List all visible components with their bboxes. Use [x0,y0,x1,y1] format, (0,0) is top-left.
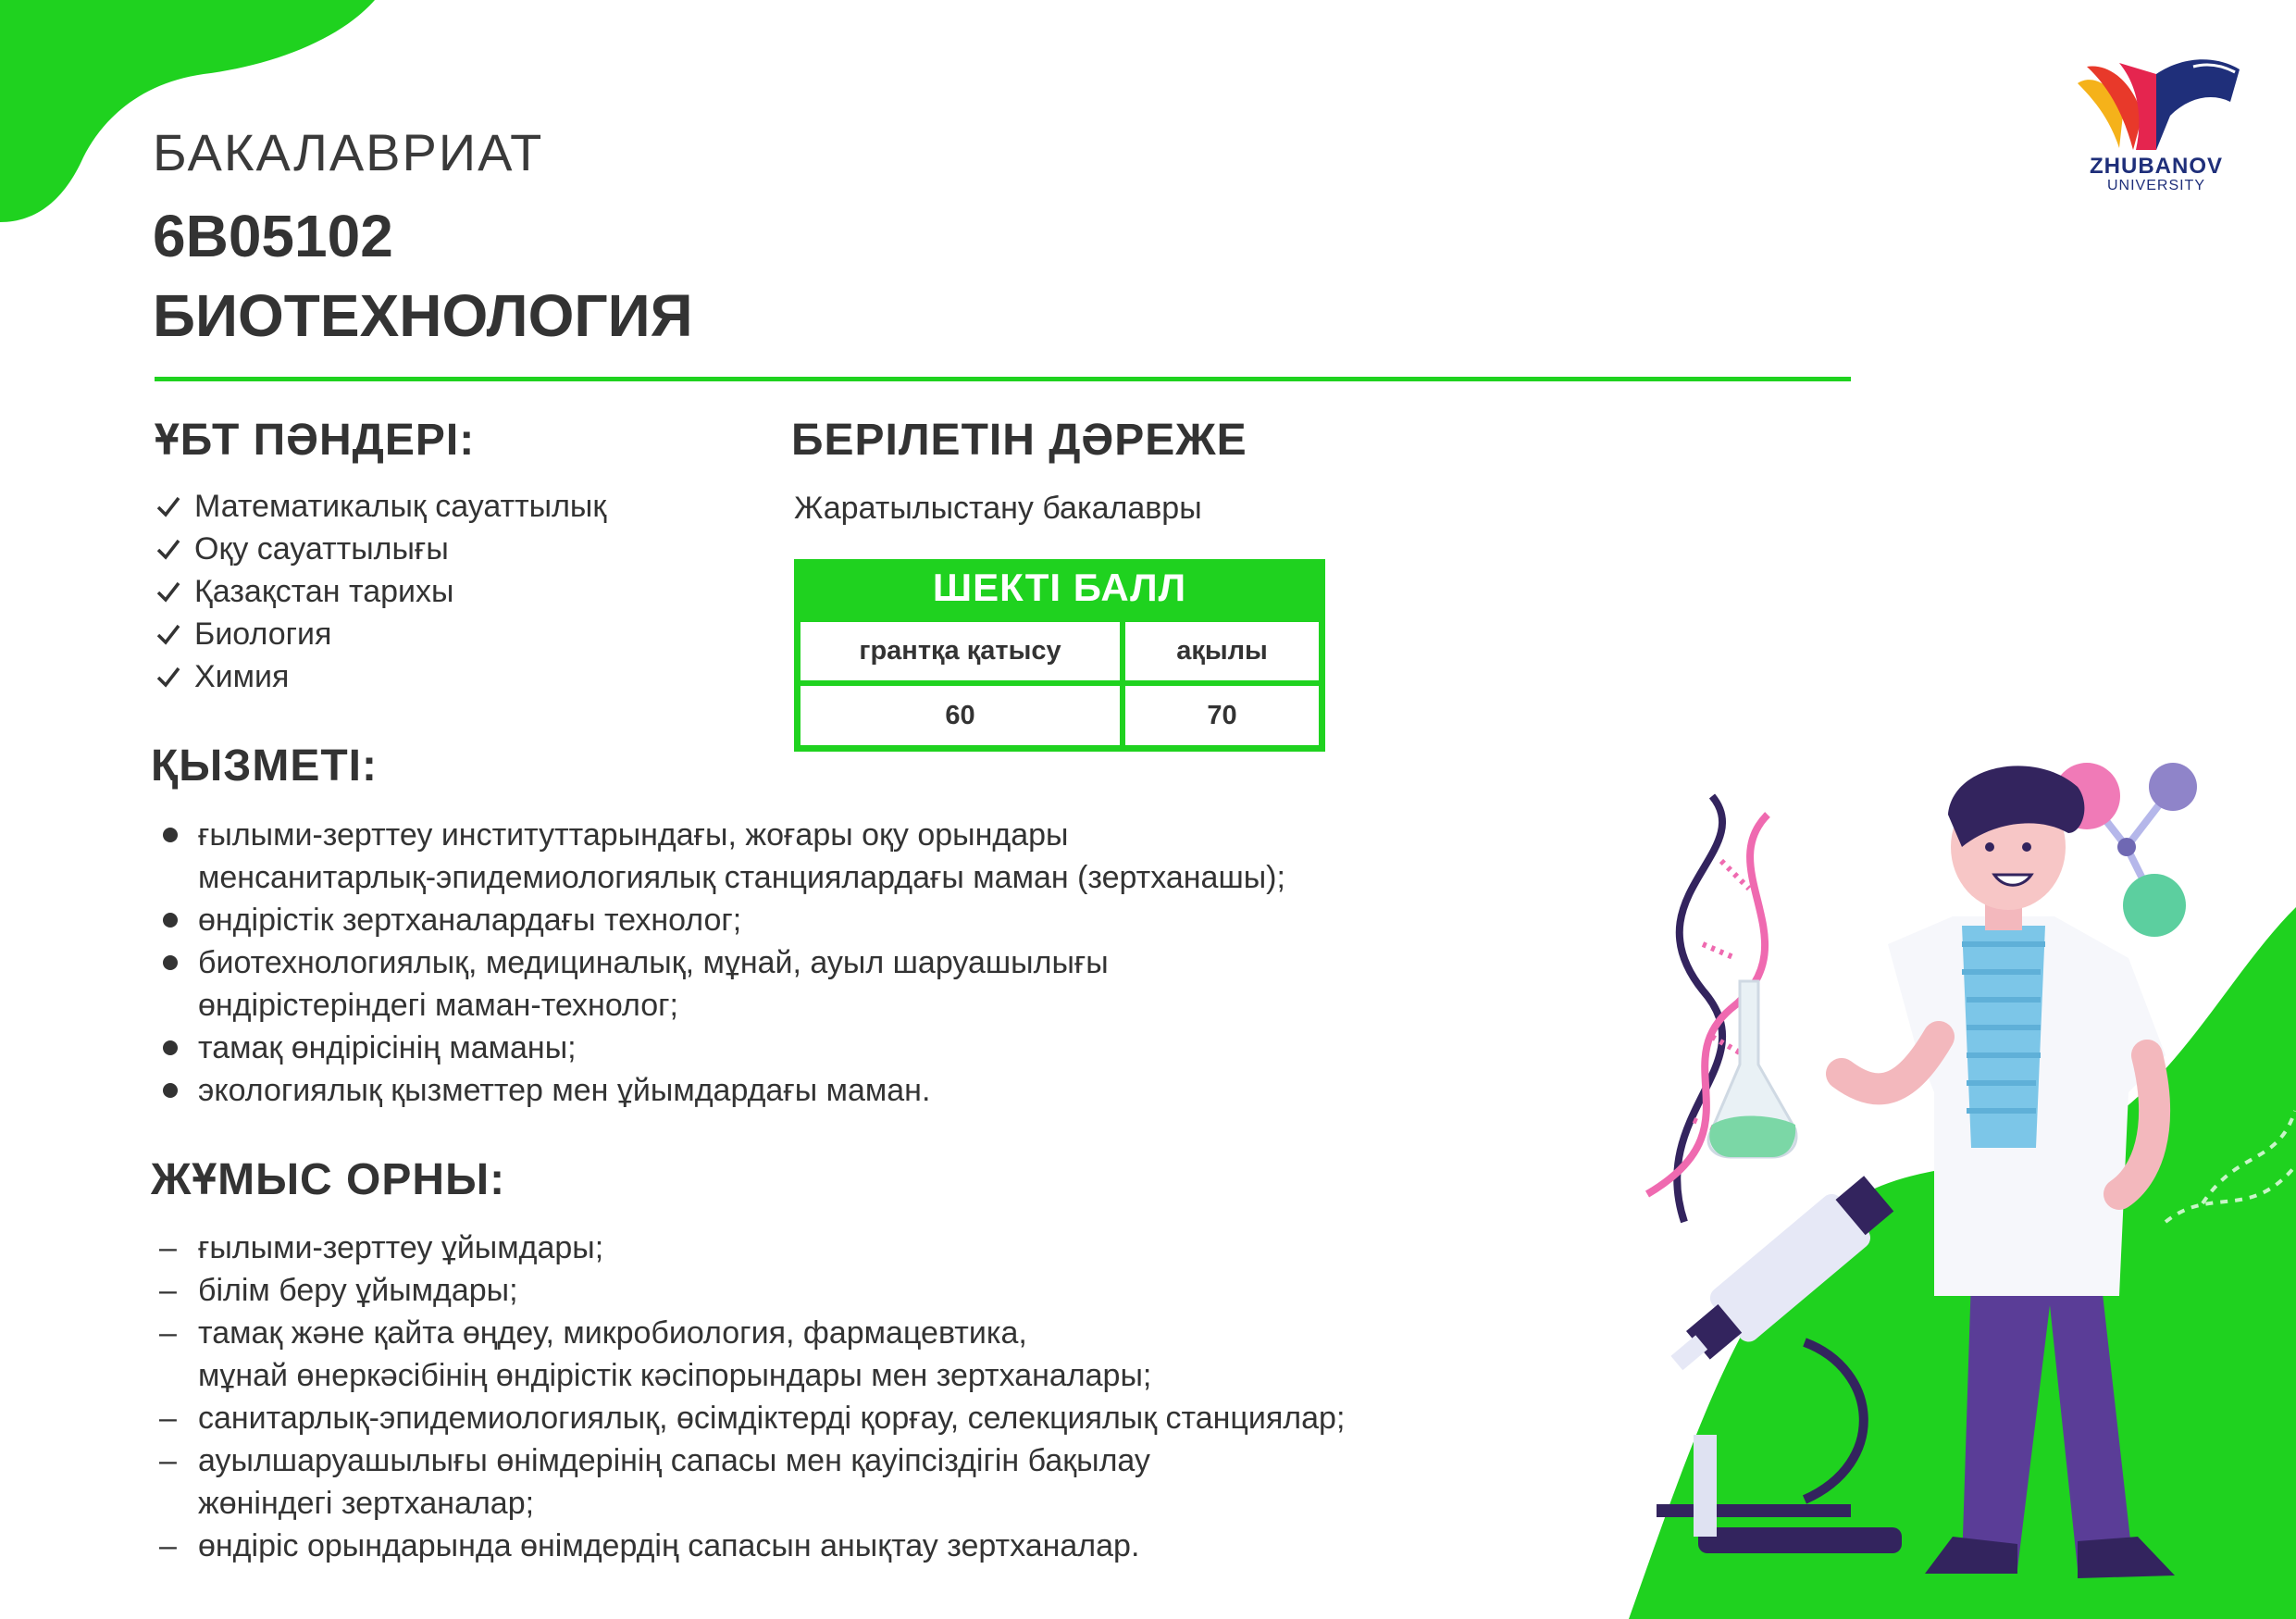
list-item [159,941,1285,984]
activity-text: экологиялық қызметтер мен ұйымдардағы маман. [198,1073,931,1108]
subjects-heading: ҰБТ ПӘНДЕРІ: [155,416,476,465]
dash-icon: – [159,1401,177,1436]
degree-heading: БЕРІЛЕТІН ДӘРЕЖЕ [791,416,1247,465]
dash-icon: – [159,1443,177,1478]
activity-text: ғылыми-зерттеу институттарындағы, жоғары оқу орындары [198,817,1069,853]
checkmark-icon [155,493,181,519]
list-item [159,1227,1345,1269]
activity-text: тамақ өндірісінің маманы; [198,1030,577,1065]
grant-score: 60 [800,686,1120,745]
scientist-illustration [1573,759,2296,1619]
program-title: БИОТЕХНОЛОГИЯ [153,282,693,349]
activity-text: биотехнологиялық, медициналық, мұнай, ауыл шаруашылығы [198,945,1109,980]
workplace-text: білім беру ұйымдары; [198,1273,518,1308]
program-code: 6B05102 [153,203,393,269]
university-logo [2054,46,2258,204]
logo-emblem-icon [2054,46,2258,157]
list-item [159,1027,1285,1069]
subject-label: Биология [194,616,332,652]
grant-header: грантқа қатысу [800,622,1120,680]
workplace-text: санитарлық-эпидемиологиялық, өсімдіктерді қорғау, селекциялық станциялар; [198,1401,1346,1436]
list-item [155,655,606,698]
activity-text: өндірістеріндегі маман-технолог; [198,988,678,1023]
list-item-continuation [159,1354,1345,1397]
list-item-continuation [159,856,1285,899]
checkmark-icon [155,536,181,562]
workplace-list [159,1227,1345,1567]
list-item [159,1069,1285,1112]
list-item [159,1525,1345,1567]
corner-decoration [0,0,389,231]
subject-label: Химия [194,659,290,694]
workplace-text: тамақ және қайта өңдеу, микробиология, фармацевтика, [198,1315,1027,1351]
list-item [159,1397,1345,1439]
subject-label: Қазақстан тарихы [194,574,454,609]
list-item [155,528,606,570]
dash-icon: – [159,1315,177,1351]
paid-score: 70 [1125,686,1319,745]
list-item [155,613,606,655]
subjects-list [155,485,606,698]
list-item-continuation [159,1482,1345,1525]
logo-subname: UNIVERSITY [2106,178,2205,193]
activity-text: менсанитарлық-эпидемиологиялық станциялардағы маман (зертханашы); [198,860,1285,895]
subject-label: Математикалық сауаттылық [194,489,607,524]
bullet-icon [163,1083,178,1098]
divider [155,377,1851,381]
workplace-text: мұнай өнеркәсібінің өндірістік кәсіпорындары мен зертханалары; [198,1358,1152,1393]
bullet-icon [163,955,178,970]
activity-heading: ҚЫЗМЕТІ: [151,741,378,791]
list-item [159,1269,1345,1312]
degree-level: БАКАЛАВРИАТ [153,123,544,181]
threshold-title: ШЕКТІ БАЛЛ [932,566,1187,609]
workplace-text: ауылшаруашылығы өнімдерінің сапасы мен қауіпсіздігін бақылау [198,1443,1150,1478]
bullet-icon [163,913,178,928]
list-item [159,814,1285,856]
list-item-continuation [159,984,1285,1027]
list-item [159,899,1285,941]
workplace-text: өндіріс орындарында өнімдердің сапасын анықтау зертханалар. [198,1528,1140,1563]
threshold-score-table [794,559,1325,752]
checkmark-icon [155,579,181,604]
subject-label: Оқу сауаттылығы [194,531,449,567]
dash-icon: – [159,1230,177,1265]
bullet-icon [163,828,178,842]
bullet-icon [163,1040,178,1055]
activity-text: өндірістік зертханалардағы технолог; [198,903,742,938]
activity-list [159,814,1285,1112]
checkmark-icon [155,664,181,690]
workplace-text: жөніндегі зертханалар; [198,1486,535,1521]
list-item [159,1312,1345,1354]
list-item [155,570,606,613]
checkmark-icon [155,621,181,647]
logo-name: ZHUBANOV [2090,154,2223,179]
degree-value: Жаратылыстану бакалавры [794,491,1202,526]
dash-icon: – [159,1273,177,1308]
list-item [159,1439,1345,1482]
dash-icon: – [159,1528,177,1563]
list-item [155,485,606,528]
workplace-heading: ЖҰМЫС ОРНЫ: [151,1155,506,1204]
paid-header: ақылы [1125,622,1319,680]
workplace-text: ғылыми-зерттеу ұйымдары; [198,1230,604,1265]
